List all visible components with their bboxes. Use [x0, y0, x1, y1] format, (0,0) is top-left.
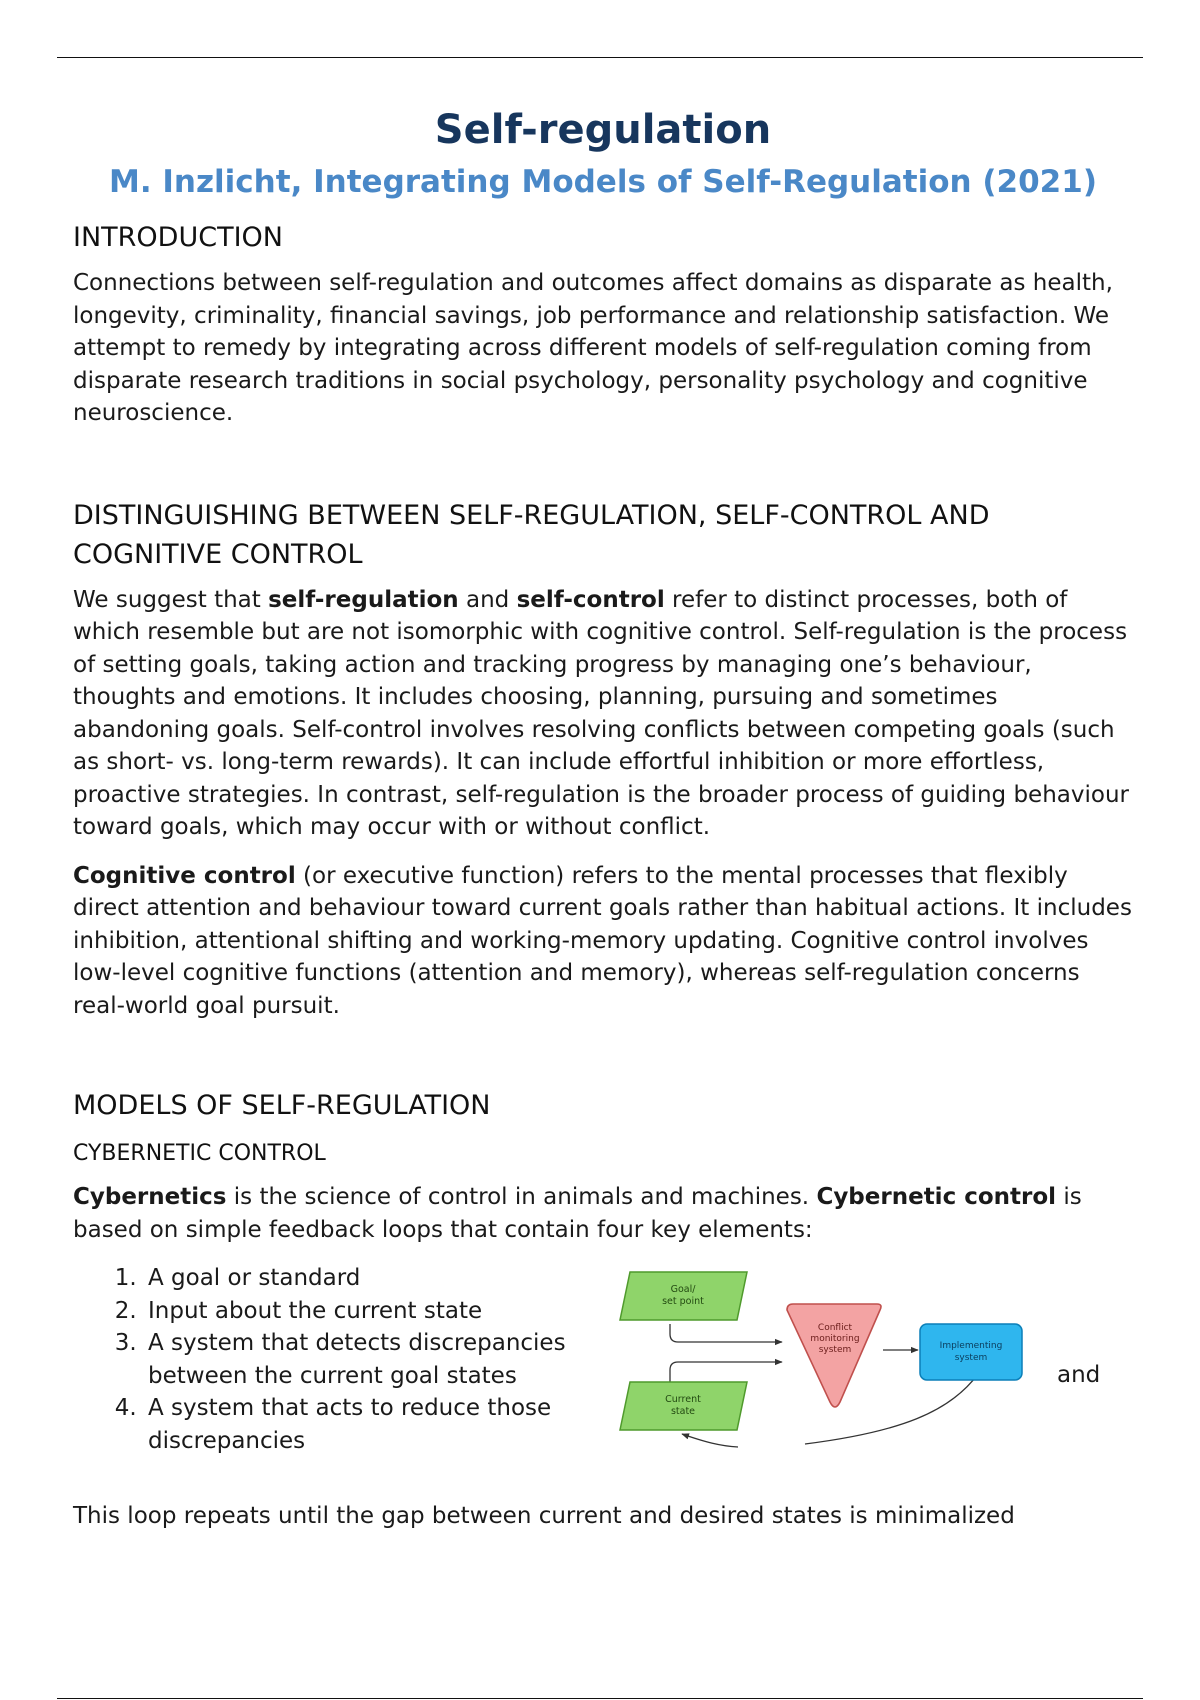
- text-span: (or executive function) refers to the mental processes that flexibly direct attention and behaviour toward current goals rather than habitual actions. It includes inhibition, attentional shifting and working-memory updating. Cognitive control involves low-level cognitive functions (attention and memory), whereas self-regulation concerns real-world goal pursuit.: [73, 862, 1132, 1019]
- intro-paragraph: Connections between self-regulation and outcomes affect domains as disparate as health, longevity, criminality, financial savings, job performance and relationship satisfaction. We attempt to remedy by integrating across different models of self-regulation coming from disparate research traditions in social psychology, personality psychology and cognitive neuroscience.: [73, 270, 1113, 426]
- implement-label-line-1: Implementing: [939, 1341, 1003, 1351]
- text-span: refer to distinct processes, both of which resemble but are not isomorphic with cognitive control. Self-regulation is the process of setting goals, taking action and tracking progress by managing one’s behaviour, thoughts and emotions. It includes choosing, planning, pursuing and sometimes abandoning goals. Self-control involves resolving conflicts between competing goals (such as short- vs. long-term rewards). It can include effortful inhibition or more effortless, proactive strategies. In contrast, self-regulation is the broader process of guiding behaviour toward goals, which may occur with or without conflict.: [73, 586, 1129, 840]
- document-page: [73, 104, 1133, 1533]
- text-span: is the science of control in animals and machines.: [226, 1184, 817, 1210]
- list-item: 4. A system that acts to reduce those discrepancies: [144, 1392, 614, 1457]
- text-span: We suggest that: [73, 586, 269, 613]
- term-cybernetic-control: Cybernetic control: [816, 1184, 1057, 1210]
- feedback-loop-diagram: [610, 1262, 1050, 1472]
- and-text: and: [1057, 1362, 1101, 1388]
- closing-paragraph: This loop repeats until the gap between current and desired states is minimalized: [73, 1503, 1015, 1529]
- text-span: is based on simple feedback loops that contain four key elements:: [73, 1184, 1082, 1243]
- elements-block: [73, 1262, 1133, 1490]
- term-cybernetics: Cybernetics: [73, 1184, 227, 1210]
- current-to-conflict-arrow: [670, 1362, 782, 1382]
- distinguishing-paragraph-2: [73, 860, 1133, 1023]
- implementing-system-box: [920, 1324, 1022, 1380]
- goal-to-conflict-arrow: [670, 1324, 782, 1342]
- bottom-rule: [57, 1698, 1143, 1699]
- goal-label-line-1: Goal/: [670, 1284, 696, 1295]
- intro-heading: INTRODUCTION: [73, 222, 283, 253]
- document-title: Self-regulation: [434, 107, 772, 153]
- distinguishing-paragraph-1: [73, 584, 1133, 844]
- list-item: 2. Input about the current state: [144, 1295, 614, 1328]
- conflict-label-line-1: Conflict: [817, 1323, 853, 1333]
- term-cognitive-control: Cognitive control: [73, 862, 296, 889]
- conflict-monitoring-triangle: [787, 1304, 881, 1407]
- key-elements-list: [73, 1262, 614, 1457]
- models-heading: MODELS OF SELF-REGULATION: [73, 1090, 491, 1121]
- top-rule: [57, 57, 1143, 58]
- cybernetic-subheading: CYBERNETIC CONTROL: [73, 1141, 326, 1166]
- current-label-line-1: Current: [665, 1394, 701, 1405]
- conflict-label-line-2: monitoring: [810, 1334, 860, 1344]
- goal-label-line-2: set point: [662, 1296, 704, 1307]
- cybernetic-paragraph: [73, 1181, 1133, 1246]
- current-label-line-2: state: [670, 1406, 696, 1417]
- list-item: 1. A goal or standard: [144, 1262, 614, 1295]
- conflict-label-line-3: system: [818, 1345, 852, 1355]
- distinguishing-heading: DISTINGUISHING BETWEEN SELF-REGULATION, SELF-CONTROL AND COGNITIVE CONTROL: [73, 499, 990, 570]
- feedback-arrow-to-current: [682, 1434, 738, 1447]
- term-self-regulation: self-regulation: [268, 586, 459, 613]
- term-self-control: self-control: [516, 586, 665, 613]
- document-subtitle: M. Inzlicht, Integrating Models of Self-Regulation (2021): [108, 164, 1097, 200]
- text-span: and: [458, 586, 517, 613]
- list-item: 3. A system that detects discrepancies between the current goal states: [144, 1327, 614, 1392]
- implement-label-line-2: system: [954, 1353, 988, 1363]
